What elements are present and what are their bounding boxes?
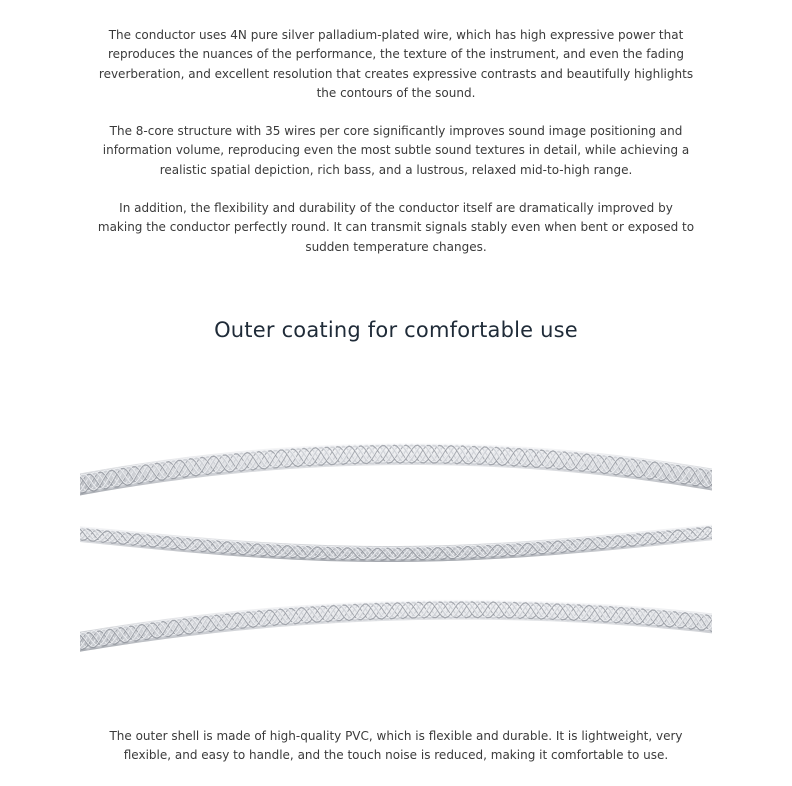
conductor-paragraph-1: The conductor uses 4N pure silver palladium-plated wire, which has high expressive power that reproduces the nuances of the performance, the texture of the instrument, and even the fading reverberation, and excellent resolution that creates expressive contrasts and beautifully highlights the contours of the sound. <box>98 28 694 100</box>
cable-middle <box>80 524 712 562</box>
cable-bottom <box>80 600 712 654</box>
cable-top <box>80 443 712 497</box>
conductor-paragraph-2: The 8-core structure with 35 wires per core significantly improves sound image positioning and information volume, reproducing even the most subtle sound textures in detail, while achieving a realistic spatial depiction, rich bass, and a lustrous, relaxed mid-to-high range. <box>102 124 690 177</box>
conductor-paragraph-3: In addition, the flexibility and durability of the conductor itself are dramatically improved by making the conductor perfectly round. It can transmit signals stably even when bent or exposed to sudden temperature changes. <box>97 201 695 254</box>
braided-cable-image <box>80 404 712 686</box>
outer-shell-paragraph: The outer shell is made of high-quality PVC, which is flexible and durable. It is lightweight, very flexible, and easy to handle, and the touch noise is reduced, making it comfortable to use. <box>109 729 683 763</box>
cable-photo <box>80 404 712 686</box>
section-heading: Outer coating for comfortable use <box>214 318 578 342</box>
